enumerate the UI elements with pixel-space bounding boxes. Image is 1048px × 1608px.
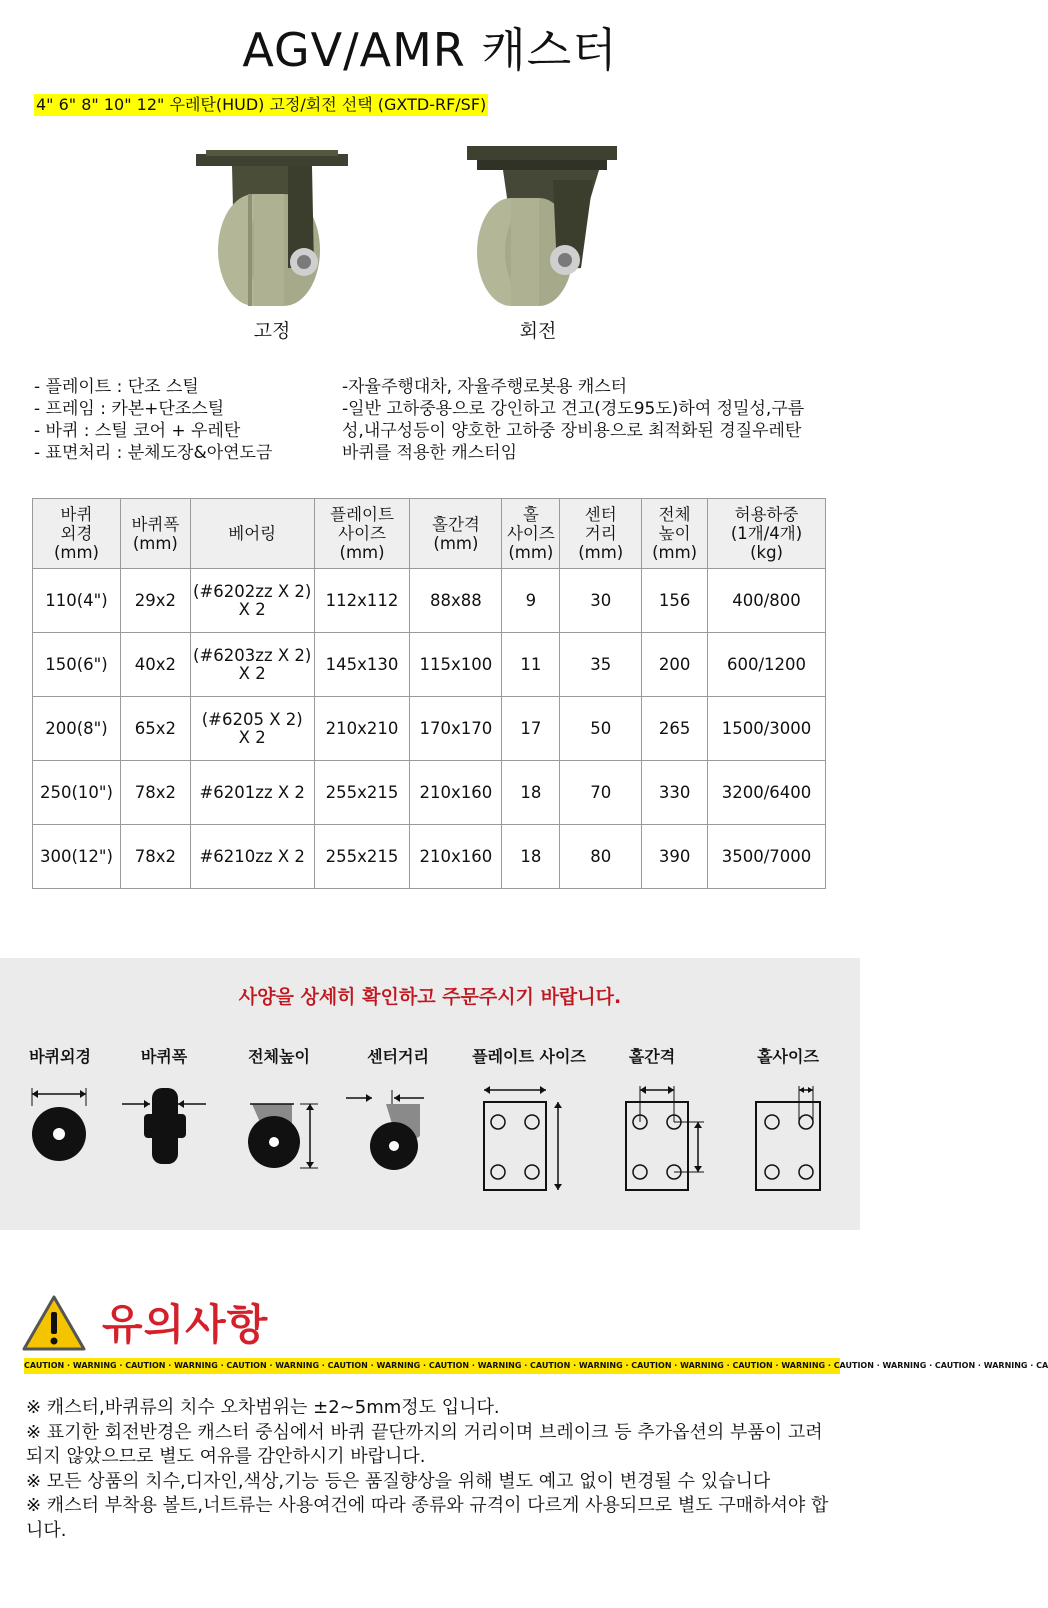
table-cell: 88x88 [410, 569, 502, 633]
table-cell: 18 [502, 825, 560, 889]
table-cell: 250(10") [33, 761, 121, 825]
table-row [33, 633, 826, 697]
table-cell: (#6203zz X 2) X 2 [190, 633, 314, 697]
guide-label: 홀간격 [628, 1047, 676, 1066]
table-cell: 156 [642, 569, 708, 633]
table-cell: 265 [642, 697, 708, 761]
guide-wheel-width [140, 1044, 188, 1067]
hole-spacing-icon [622, 1084, 712, 1194]
product-swivel [438, 140, 638, 343]
table-cell: 65x2 [120, 697, 190, 761]
table-header-cell: 센터 거리 (mm) [560, 499, 642, 569]
guide-label: 홀사이즈 [757, 1047, 819, 1066]
table-cell: 3500/7000 [708, 825, 826, 889]
table-cell: 255x215 [314, 761, 410, 825]
caution-header [22, 1290, 822, 1350]
table-row [33, 697, 826, 761]
caution-tape: CAUTION · WARNING · CAUTION · WARNING · CAUTION · WARNING · CAUTION · WARNING · CAUTION · WARNING · CAUTION · WARNING · CAUTION · WARNING · CAUTION · WARNING · CAUTION · WARNING · CAUTION · WARNING · CA [24, 1358, 840, 1374]
table-cell: 150(6") [33, 633, 121, 697]
note-swivel-radius: ※ 표기한 회전반경은 캐스터 중심에서 바퀴 끝단까지의 거리이며 브레이크 등 추가옵션의 부품이 고려되지 않았으므로 별도 여유를 감안하시기 바랍니다. [26, 1421, 823, 1467]
usage-description [342, 376, 822, 464]
guide-label: 플레이트 사이즈 [472, 1047, 586, 1066]
note-tolerance: ※ 캐스터,바퀴류의 치수 오차범위는 ±2~5mm정도 입니다. [26, 1397, 500, 1418]
guide-center-distance [366, 1044, 430, 1067]
plate-size-icon [480, 1084, 570, 1194]
guide-wheel-diameter [28, 1044, 92, 1067]
table-body [33, 569, 826, 889]
center-distance-icon [344, 1084, 440, 1174]
table-cell: 115x100 [410, 633, 502, 697]
product-images [0, 140, 860, 360]
table-cell: 18 [502, 761, 560, 825]
spec-wheel: - 바퀴 : 스틸 코어 + 우레탄 [34, 421, 241, 441]
table-cell: 17 [502, 697, 560, 761]
product-fixed [172, 140, 372, 343]
table-cell: 390 [642, 825, 708, 889]
table-cell: 80 [560, 825, 642, 889]
table-cell: 3200/6400 [708, 761, 826, 825]
hole-size-icon [754, 1084, 824, 1194]
table-cell: 11 [502, 633, 560, 697]
table-cell: 200(8") [33, 697, 121, 761]
note-bolts: ※ 캐스터 부착용 볼트,너트류는 사용여건에 따라 종류와 규격이 다르게 사용되므로 별도 구매하셔야 합니다. [26, 1495, 829, 1541]
table-cell: 30 [560, 569, 642, 633]
table-cell: 210x160 [410, 761, 502, 825]
table-cell: 600/1200 [708, 633, 826, 697]
caution-notes [26, 1396, 836, 1543]
caution-title: 유의사항 [102, 1300, 269, 1349]
spec-plate: - 플레이트 : 단조 스틸 [34, 377, 199, 397]
table-header-cell: 플레이트 사이즈 (mm) [314, 499, 410, 569]
description-line: -일반 고하중용으로 강인하고 견고(경도95도)하여 정밀성,구름성,내구성등이 양호한 고하중 장비용으로 최적화된 경질우레탄 바퀴를 적용한 캐스터임 [342, 399, 805, 463]
table-header-cell: 베어링 [190, 499, 314, 569]
guide-notice: 사양을 상세히 확인하고 주문주시기 바랍니다. [238, 986, 622, 1008]
spec-frame: - 프레임 : 카본+단조스틸 [34, 399, 225, 419]
guide-label: 전체높이 [248, 1047, 310, 1066]
table-cell: 170x170 [410, 697, 502, 761]
table-cell: #6201zz X 2 [190, 761, 314, 825]
fixed-caster-photo [192, 140, 352, 310]
guide-total-height [244, 1044, 314, 1067]
page-title: AGV/AMR 캐스터 [242, 23, 618, 77]
table-header-cell: 바퀴폭 (mm) [120, 499, 190, 569]
table-cell: 50 [560, 697, 642, 761]
table-row [33, 761, 826, 825]
table-cell: 70 [560, 761, 642, 825]
table-cell: 330 [642, 761, 708, 825]
guide-plate-size [470, 1044, 588, 1067]
note-design-change: ※ 모든 상품의 치수,디자인,색상,기능 등은 품질향상을 위해 별도 예고 없이 변경될 수 있습니다 [26, 1470, 771, 1492]
table-header-cell: 허용하중 (1개/4개) (kg) [708, 499, 826, 569]
table-cell: 78x2 [120, 825, 190, 889]
table-cell: 29x2 [120, 569, 190, 633]
table-header-cell: 홀 사이즈 (mm) [502, 499, 560, 569]
table-cell: 210x160 [410, 825, 502, 889]
table-cell: 40x2 [120, 633, 190, 697]
table-cell: (#6205 X 2) X 2 [190, 697, 314, 761]
table-cell: 255x215 [314, 825, 410, 889]
table-cell: 400/800 [708, 569, 826, 633]
wheel-diameter-icon [28, 1084, 94, 1174]
spec-finish: - 표면처리 : 분체도장&아연도금 [34, 443, 273, 463]
table-header-row [33, 499, 826, 569]
swivel-caster-photo [453, 140, 623, 310]
table-cell: 200 [642, 633, 708, 697]
table-cell: 112x112 [314, 569, 410, 633]
guide-label: 센터거리 [367, 1047, 429, 1066]
table-cell: 9 [502, 569, 560, 633]
guide-hole-size [756, 1044, 820, 1067]
table-cell: (#6202zz X 2) X 2 [190, 569, 314, 633]
wheel-width-icon [120, 1084, 210, 1174]
guide-label: 바퀴외경 [29, 1047, 91, 1066]
table-row [33, 825, 826, 889]
table-row [33, 569, 826, 633]
dimension-guide [0, 958, 860, 1230]
fixed-caption: 고정 [253, 320, 291, 342]
model-subtitle: 4" 6" 8" 10" 12" 우레탄(HUD) 고정/회전 선택 (GXTD-RF/SF) [36, 95, 487, 114]
guide-hole-spacing [628, 1044, 676, 1067]
table-cell: 35 [560, 633, 642, 697]
table-header-cell: 홀간격 (mm) [410, 499, 502, 569]
table-cell: #6210zz X 2 [190, 825, 314, 889]
swivel-caption: 회전 [519, 320, 557, 342]
table-cell: 145x130 [314, 633, 410, 697]
total-height-icon [244, 1084, 324, 1174]
table-header-cell: 전체 높이 (mm) [642, 499, 708, 569]
table-cell: 300(12") [33, 825, 121, 889]
spec-table [32, 498, 826, 889]
warning-triangle-icon [22, 1294, 86, 1352]
material-specs [34, 376, 334, 464]
table-cell: 1500/3000 [708, 697, 826, 761]
table-cell: 210x210 [314, 697, 410, 761]
guide-label: 바퀴폭 [140, 1047, 188, 1066]
usage-line: -자율주행대차, 자율주행로봇용 캐스터 [342, 377, 628, 397]
table-header-cell: 바퀴 외경 (mm) [33, 499, 121, 569]
table-cell: 78x2 [120, 761, 190, 825]
table-cell: 110(4") [33, 569, 121, 633]
